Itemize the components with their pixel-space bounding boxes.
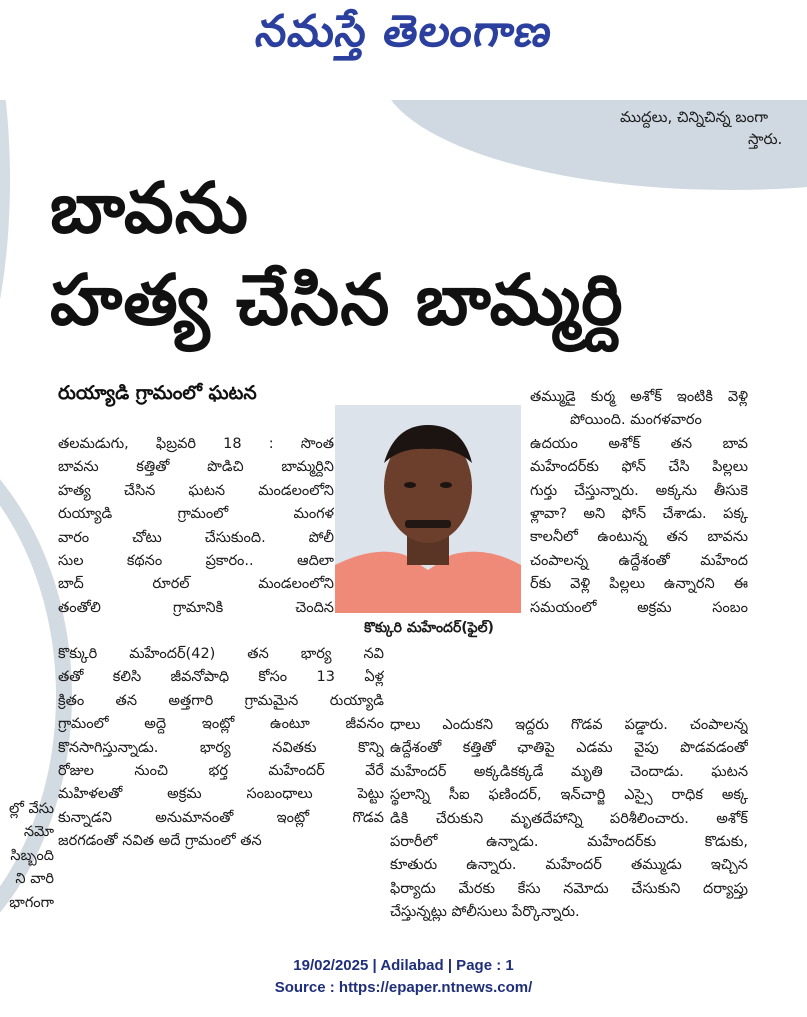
text-line: సమయంలో అక్రమ సంబం xyxy=(530,599,748,616)
text-line: కున్నాడని అనుమానంతో ఇంట్లో గొడవ xyxy=(58,809,384,826)
article-column-1-cont xyxy=(58,643,384,854)
edge-line: ని వారి xyxy=(15,871,54,888)
snippet-line: స్తారు. xyxy=(748,130,783,148)
text-line: క్రితం తన అత్తగారి గ్రామమైన రుయ్యాడి xyxy=(58,692,384,709)
text-line: మహేందర్ అక్కడికక్కడే మృతి చెందాడు. ఘటన xyxy=(390,763,748,780)
footer-date-edition: 19/02/2025 | Adilabad | Page : 1 xyxy=(293,957,514,974)
subheadline: రుయ్యాడి గ్రామంలో ఘటన xyxy=(58,382,257,404)
masthead-logo: నమస్తే తెలంగాణ xyxy=(252,6,556,57)
text-line: కాలనీలో ఉంటున్న తన బావను xyxy=(530,529,748,546)
headline-line-1: బావను xyxy=(50,167,249,249)
text-line: గుర్తు చేస్తున్నారు. అక్కను తీసుకె xyxy=(530,482,748,499)
text-line: ర్‌కు వెళ్లి పిల్లలు ఉన్నారని ఈ xyxy=(530,576,748,593)
decor-shape-top-left xyxy=(0,100,10,420)
edge-line: నమో xyxy=(23,824,54,841)
text-line: ధాలు ఎందుకని ఇద్దరు గొడవ పడ్డారు. చంపాలన్న xyxy=(390,717,748,733)
text-line: వారం చోటు చేసుకుంది. పోలీ xyxy=(58,529,334,546)
snippet-line: ముద్దలు, చిన్నిచిన్న బంగా xyxy=(620,108,769,126)
photo-caption: కొక్కురి మహేందర్(ఫైల్) xyxy=(364,620,494,636)
text-line: డికి చేరుకుని మృతదేహాన్ని పరిశీలించారు. అశోక్ xyxy=(390,810,748,827)
text-line: గ్రామంలో అద్దె ఇంట్లో ఉంటూ జీవనం xyxy=(58,716,384,733)
text-line: తలమడుగు, ఫిబ్రవరి 18 : సొంత xyxy=(58,436,334,452)
text-line: చేస్తున్నట్లు పోలీసులు పేర్కొన్నారు. xyxy=(390,904,580,921)
photo-mahender xyxy=(335,405,521,613)
text-line: రోజుల నుంచి భర్త మహేందర్ వేరే xyxy=(58,763,384,780)
text-line: ఉదయం అశోక్ తన బావ xyxy=(530,435,748,452)
text-line: ళ్లావా? అని ఫోన్ చేశాడు. పక్క xyxy=(530,506,748,523)
edge-line: సిబ్బంది xyxy=(10,847,54,864)
headline xyxy=(50,162,624,346)
text-line: తతో కలిసి జీవనోపాధి కోసం 13 ఏళ్ల xyxy=(58,669,384,686)
text-line: జరగడంతో నవిత అదే గ్రామంలో తన xyxy=(58,833,262,850)
text-line: తమ్ముడై కుర్మ అశోక్ ఇంటికి వెళ్లి xyxy=(530,389,748,405)
text-line: కొనసాగిస్తున్నాడు. భార్య నవితకు కొన్ని xyxy=(58,739,384,756)
text-line: మహిళలతో అక్రమ సంబంధాలు పెట్టు xyxy=(58,786,384,803)
newspaper-clipping xyxy=(0,100,807,938)
article-column-2 xyxy=(530,386,748,620)
text-line: స్థలాన్ని సీఐ ఫణిందర్, ఇన్‌చార్జి ఎస్సై రాధిక అక్క xyxy=(390,787,748,804)
text-line: బాద్ రూరల్ మండలంలోని xyxy=(58,576,334,593)
text-line: పరారీలో ఉన్నాడు. మహేందర్‌కు కొడుకు, xyxy=(390,834,748,851)
text-line: పోయింది. మంగళవారం xyxy=(570,412,702,429)
edge-line: ల్లో వేసు xyxy=(8,801,54,817)
adjacent-article-snippet xyxy=(620,106,807,150)
text-line: హత్య చేసిన ఘటన మండలంలోని xyxy=(58,482,334,499)
text-line: ఉద్దేశంతో కత్తితో ఛాతిపై ఎడమ వైపు పొడవడంతో xyxy=(390,740,748,757)
article-column-1 xyxy=(58,433,334,620)
edge-line: భాగంగా xyxy=(9,894,54,911)
text-line: ఫిర్యాదు మేరకు కేసు నమోదు చేసుకుని దర్యాప్తు xyxy=(390,880,748,897)
text-line: కూతురు ఉన్నారు. మహేందర్ తమ్ముడు ఇచ్చిన xyxy=(390,857,748,874)
text-line: తంతోలి గ్రామానికి చెందిన xyxy=(58,599,334,616)
text-line: చంపాలన్న ఉద్దేశంతో మహేంద xyxy=(530,552,748,569)
article-column-3 xyxy=(390,714,748,925)
text-line: రుయ్యాడి గ్రామంలో మంగళ xyxy=(58,506,334,523)
adjacent-article-left-edge xyxy=(0,798,60,915)
text-line: మహేందర్‌కు ఫోన్ చేసి పిల్లలు xyxy=(530,459,748,476)
text-line: కొక్కురి మహేందర్(42) తన భార్య నవి xyxy=(58,646,384,662)
text-line: సుల కథనం ప్రకారం.. ఆదిలా xyxy=(58,553,334,570)
footer xyxy=(0,955,807,999)
headline-line-2: హత్య చేసిన బామ్మర్ది xyxy=(50,259,624,341)
text-line: బావను కత్తితో పొడిచి బామ్మర్దిని xyxy=(58,459,334,476)
footer-source: Source : https://epaper.ntnews.com/ xyxy=(274,979,533,996)
